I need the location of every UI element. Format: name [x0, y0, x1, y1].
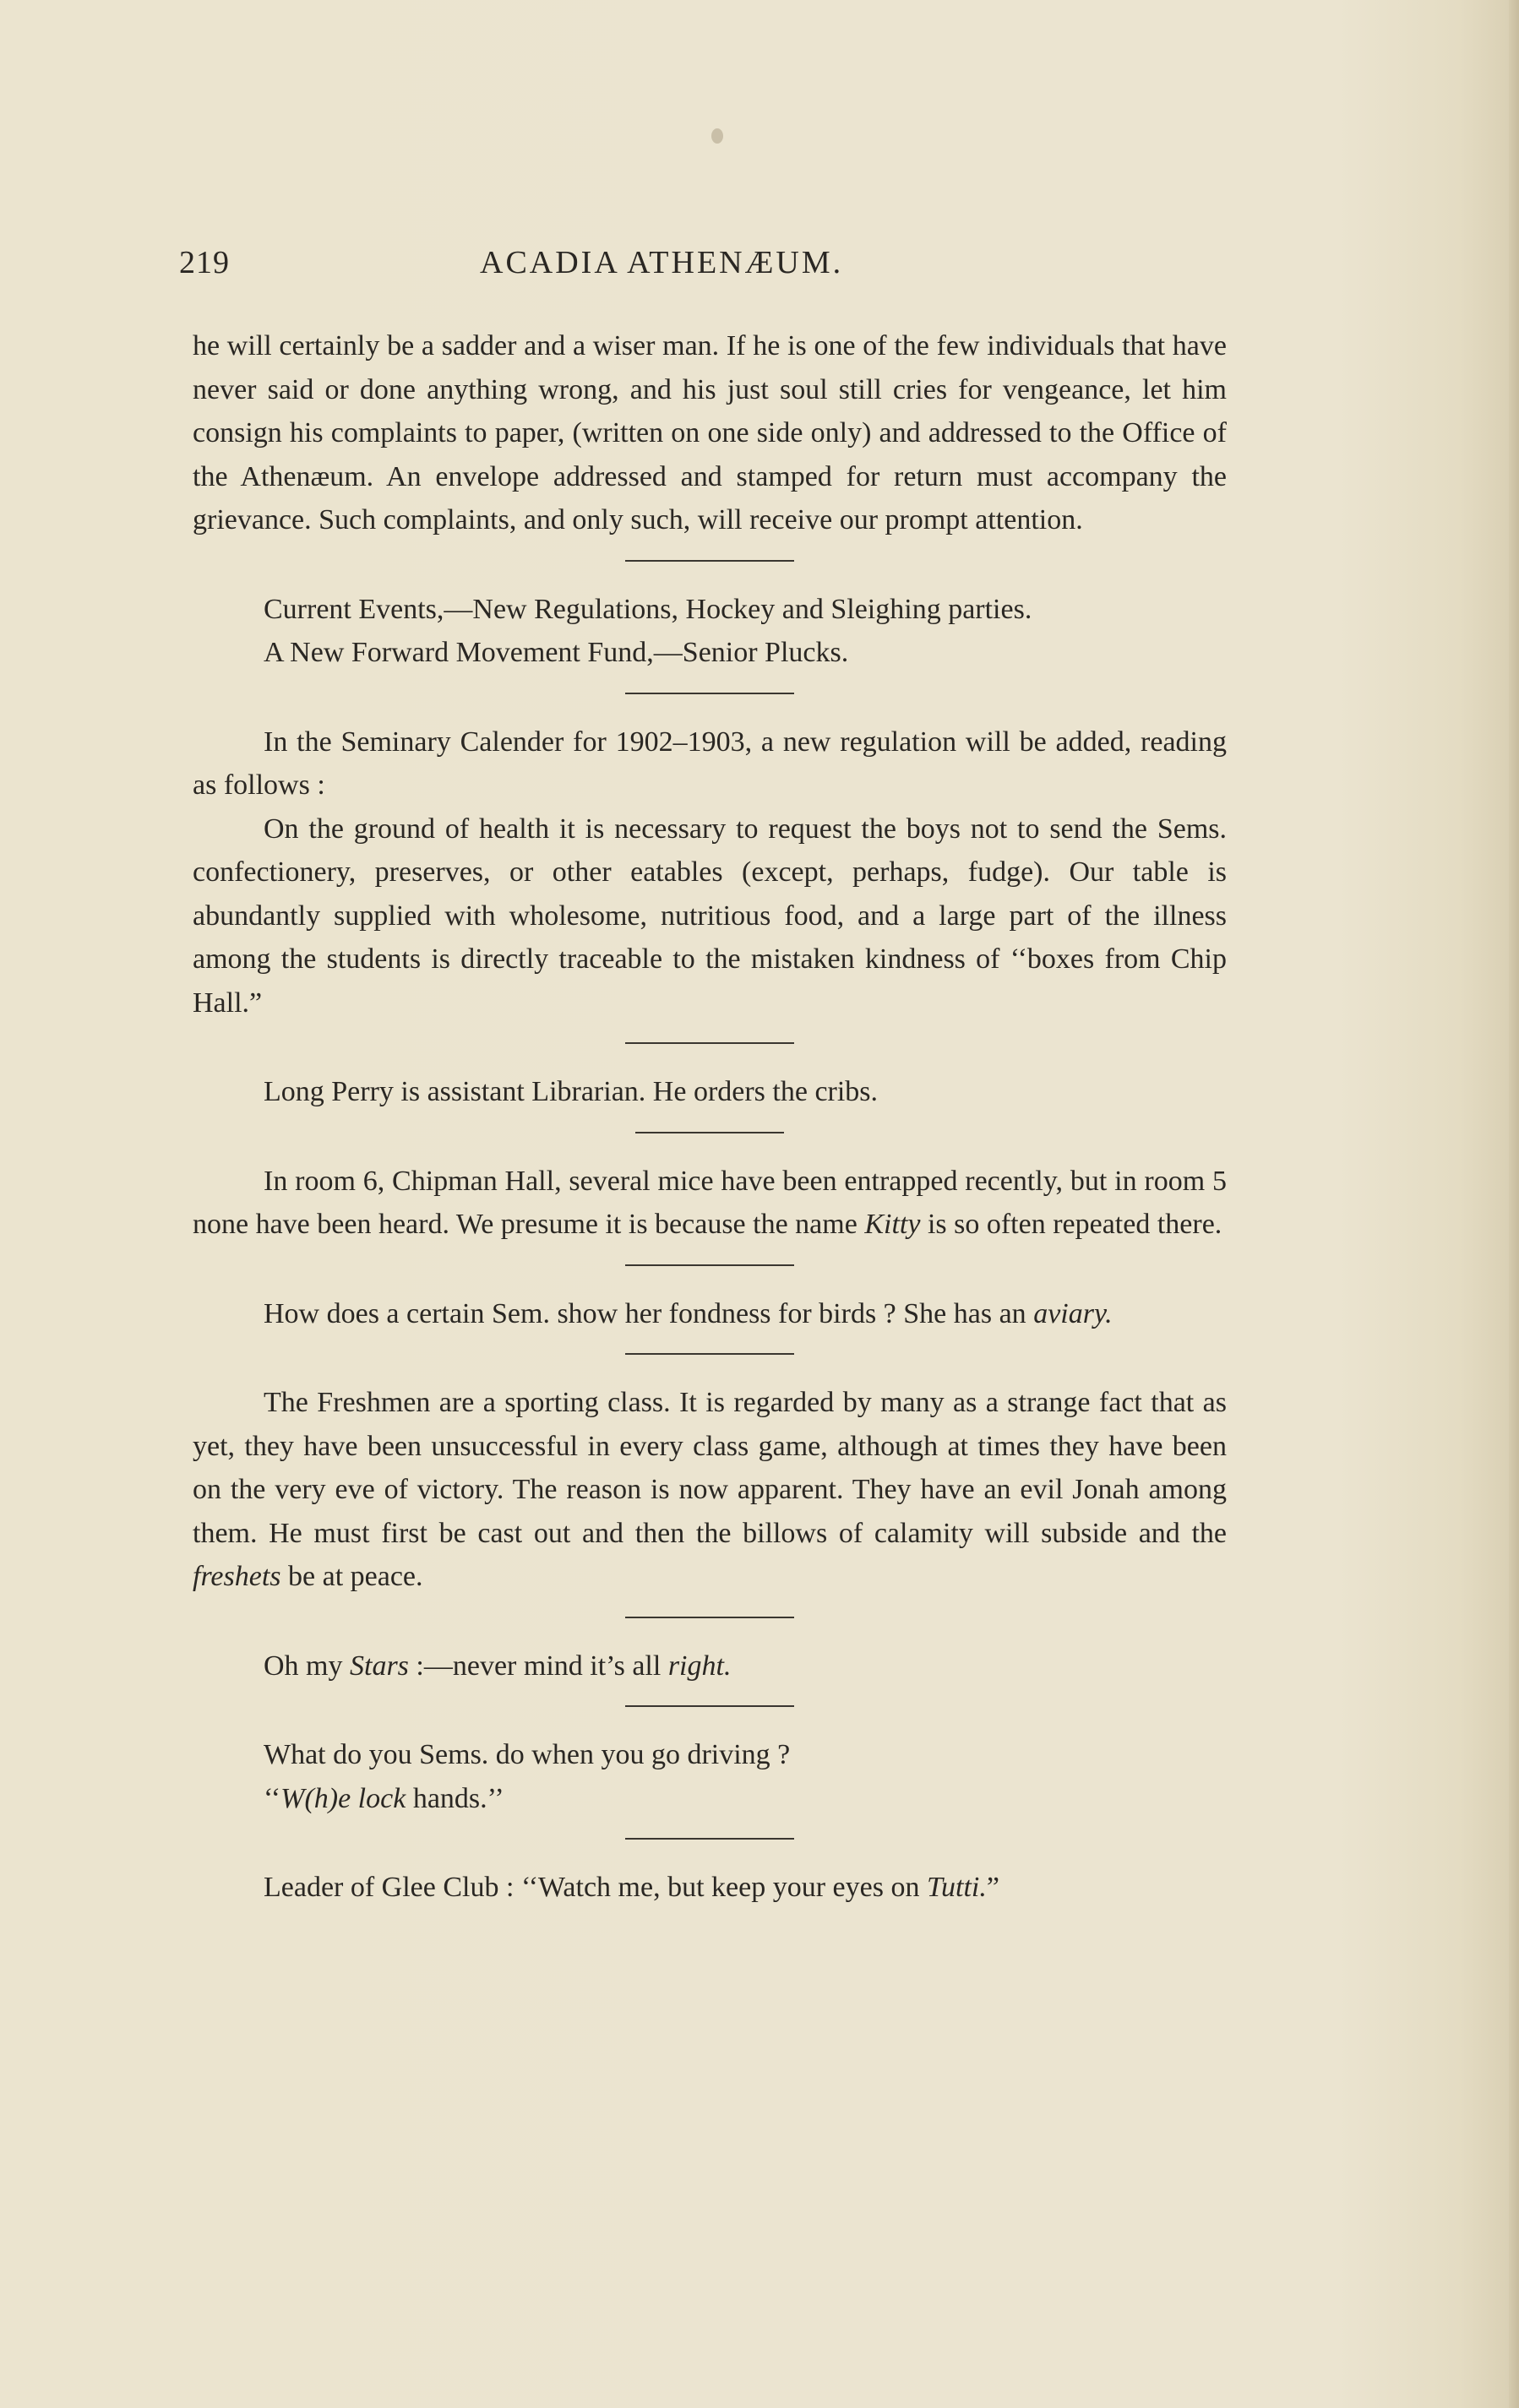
- text-run: ”: [986, 1872, 999, 1903]
- section-divider: [635, 1132, 784, 1133]
- journal-title: ACADIA ATHENÆUM.: [480, 245, 844, 280]
- text-run: In room 6, Chipman Hall, several mice have been entrapped recently, but in room 5 none have been heard. We presume it is because the name: [193, 1165, 1227, 1240]
- paragraph-current-events-line2: A New Forward Movement Fund,—Senior Plucks.: [264, 637, 849, 668]
- italic-text: W(h)e lock: [280, 1782, 406, 1814]
- section-divider: [625, 1042, 794, 1044]
- paragraph-driving-answer: [193, 1777, 1227, 1821]
- text-run: How does a certain Sem. show her fondness for birds ? She has an: [264, 1297, 1034, 1329]
- paragraph-freshmen: [193, 1381, 1227, 1599]
- section-divider: [625, 1617, 794, 1618]
- italic-text: Stars: [350, 1650, 409, 1682]
- text-run: Oh my: [264, 1650, 350, 1682]
- paragraph-complaints: he will certainly be a sadder and a wiser man. If he is one of the few individuals that have never said or done anything wrong, and his just soul still cries for vengeance, let him consign his complaints to paper, (written on one side only) and addressed to the Office of the Athenæum. An envelope addressed and stamped for return must accompany the grievance. Such complaints, and only such, will receive our prompt attention.: [193, 330, 1227, 535]
- paragraph-regulation: On the ground of health it is necessary to request the boys not to send the Sems. confectionery, preserves, or other eatables (except, perhaps, fudge). Our table is abundantly supplied with wholesome, nutritious food, and a large part of the illness among the students is directly traceable to the mistaken kindness of ‘‘boxes from Chip Hall.”: [193, 813, 1227, 1019]
- paragraph-driving-question: What do you Sems. do when you go driving ?: [264, 1739, 791, 1770]
- italic-text: right.: [667, 1650, 732, 1682]
- paragraph-glee-club: [193, 1866, 1227, 1910]
- page-edge: [1509, 0, 1519, 2408]
- italic-text: aviary.: [1033, 1297, 1113, 1329]
- paragraph-seminary-calender: In the Seminary Calender for 1902–1903, a new regulation will be added, reading as follows :: [193, 726, 1227, 801]
- italic-text: Tutti.: [926, 1872, 987, 1903]
- text-run: be at peace.: [280, 1561, 423, 1592]
- text-run: The Freshmen are a sporting class. It is regarded by many as a strange fact that as yet, they have been unsuccessful in every class game, although at times they have been on the very eve of victory. The reason is now apparent. They have an evil Jonah among them. He must first be cast out and then the billows of calamity will subside and the: [193, 1387, 1227, 1549]
- section-divider: [625, 1353, 794, 1355]
- text-run: :—never mind it’s all: [408, 1650, 668, 1682]
- paragraph-current-events-line1: Current Events,—New Regulations, Hockey and Sleighing parties.: [264, 593, 1032, 625]
- page-number: 219: [179, 245, 230, 280]
- text-run: ‘‘: [264, 1782, 281, 1814]
- text-run: hands.’’: [406, 1782, 504, 1814]
- paragraph-stars: [193, 1644, 1227, 1688]
- paragraph-birds: [193, 1292, 1227, 1336]
- section-divider: [625, 1705, 794, 1707]
- text-run: Leader of Glee Club : ‘‘Watch me, but keep your eyes on: [264, 1872, 927, 1903]
- paragraph-mice: [193, 1160, 1227, 1247]
- section-divider: [625, 1264, 794, 1266]
- section-divider: [625, 693, 794, 694]
- text-run: is so often repeated there.: [920, 1209, 1222, 1240]
- paper-stain: [711, 128, 723, 144]
- article-body: [193, 324, 1227, 1910]
- running-header: [179, 242, 1227, 284]
- italic-text: Kitty: [864, 1209, 921, 1240]
- italic-text: freshets: [193, 1561, 281, 1592]
- section-divider: [625, 560, 794, 562]
- section-divider: [625, 1838, 794, 1840]
- paragraph-long-perry: Long Perry is assistant Librarian. He orders the cribs.: [264, 1076, 879, 1107]
